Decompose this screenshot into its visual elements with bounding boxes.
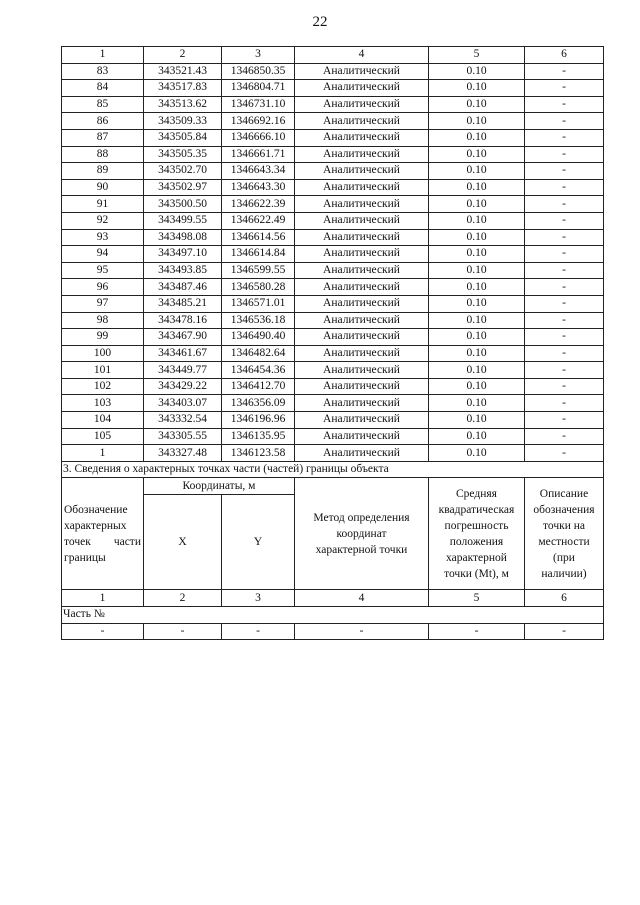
desc-cell: - [525, 163, 604, 180]
method-cell: Аналитический [295, 80, 429, 97]
section-column-number-row [62, 590, 604, 607]
coord-y: 1346622.49 [222, 212, 295, 229]
coord-y: 1346643.34 [222, 163, 295, 180]
column-number: 2 [144, 590, 222, 607]
coord-y: 1346666.10 [222, 129, 295, 146]
method-cell: Аналитический [295, 262, 429, 279]
table-row [62, 196, 604, 213]
method-cell: Аналитический [295, 246, 429, 263]
method-cell: Аналитический [295, 345, 429, 362]
coord-y: 1346614.84 [222, 246, 295, 263]
point-number: 99 [62, 329, 144, 346]
mt-cell: 0.10 [429, 229, 525, 246]
header-x: X [144, 495, 222, 590]
coord-x: 343449.77 [144, 362, 222, 379]
coord-y: 1346804.71 [222, 80, 295, 97]
point-number: 84 [62, 80, 144, 97]
mt-cell: 0.10 [429, 378, 525, 395]
coord-x: 343487.46 [144, 279, 222, 296]
table-row [62, 146, 604, 163]
desc-cell: - [525, 96, 604, 113]
coord-y: 1346536.18 [222, 312, 295, 329]
column-number: 3 [222, 590, 295, 607]
point-number: 104 [62, 412, 144, 429]
table-row [62, 378, 604, 395]
mt-cell: 0.10 [429, 80, 525, 97]
coord-y: 1346196.96 [222, 412, 295, 429]
table-row [62, 395, 604, 412]
empty-cell: - [525, 623, 604, 640]
desc-cell: - [525, 113, 604, 130]
table-row [62, 113, 604, 130]
mt-cell: 0.10 [429, 196, 525, 213]
table-row [62, 262, 604, 279]
mt-cell: 0.10 [429, 129, 525, 146]
table-row [62, 129, 604, 146]
column-number: 6 [525, 47, 604, 64]
point-number: 100 [62, 345, 144, 362]
header-mean-error: Средняя квадратическая погрешность положения характерной точки (Mt), м [429, 478, 525, 590]
point-number: 1 [62, 445, 144, 462]
point-number: 90 [62, 179, 144, 196]
desc-cell: - [525, 63, 604, 80]
point-number: 94 [62, 246, 144, 263]
mt-cell: 0.10 [429, 312, 525, 329]
coord-x: 343461.67 [144, 345, 222, 362]
coord-x: 343493.85 [144, 262, 222, 279]
method-cell: Аналитический [295, 229, 429, 246]
page-number: 22 [312, 14, 328, 30]
coord-y: 1346599.55 [222, 262, 295, 279]
mt-cell: 0.10 [429, 295, 525, 312]
mt-cell: 0.10 [429, 412, 525, 429]
coord-x: 343517.83 [144, 80, 222, 97]
column-number-row [62, 47, 604, 64]
mt-cell: 0.10 [429, 96, 525, 113]
table-row [62, 80, 604, 97]
mt-cell: 0.10 [429, 445, 525, 462]
point-number: 87 [62, 129, 144, 146]
coord-x: 343502.97 [144, 179, 222, 196]
mt-cell: 0.10 [429, 262, 525, 279]
column-number: 1 [62, 47, 144, 64]
part-label-row [62, 607, 604, 624]
point-number: 83 [62, 63, 144, 80]
coord-y: 1346123.58 [222, 445, 295, 462]
method-cell: Аналитический [295, 295, 429, 312]
table-row [62, 63, 604, 80]
coord-y: 1346490.40 [222, 329, 295, 346]
mt-cell: 0.10 [429, 246, 525, 263]
table-row [62, 312, 604, 329]
coord-y: 1346412.70 [222, 378, 295, 395]
coord-x: 343505.35 [144, 146, 222, 163]
point-number: 88 [62, 146, 144, 163]
point-number: 103 [62, 395, 144, 412]
desc-cell: - [525, 229, 604, 246]
point-number: 105 [62, 428, 144, 445]
coord-y: 1346482.64 [222, 345, 295, 362]
column-number: 5 [429, 590, 525, 607]
table-row [62, 229, 604, 246]
method-cell: Аналитический [295, 113, 429, 130]
desc-cell: - [525, 395, 604, 412]
method-cell: Аналитический [295, 329, 429, 346]
method-cell: Аналитический [295, 146, 429, 163]
coord-y: 1346850.35 [222, 63, 295, 80]
desc-cell: - [525, 279, 604, 296]
method-cell: Аналитический [295, 445, 429, 462]
method-cell: Аналитический [295, 412, 429, 429]
table-row [62, 179, 604, 196]
desc-cell: - [525, 212, 604, 229]
coord-y: 1346135.95 [222, 428, 295, 445]
point-number: 98 [62, 312, 144, 329]
section-title-row [62, 461, 604, 478]
mt-cell: 0.10 [429, 179, 525, 196]
header-point-designation: Обозначение характерных точек части границы [62, 478, 144, 590]
coord-x: 343505.84 [144, 129, 222, 146]
coord-y: 1346571.01 [222, 295, 295, 312]
empty-data-row [62, 623, 604, 640]
desc-cell: - [525, 412, 604, 429]
method-cell: Аналитический [295, 395, 429, 412]
coord-y: 1346643.30 [222, 179, 295, 196]
coord-y: 1346622.39 [222, 196, 295, 213]
empty-cell: - [429, 623, 525, 640]
table-row [62, 246, 604, 263]
point-number: 102 [62, 378, 144, 395]
desc-cell: - [525, 179, 604, 196]
point-number: 86 [62, 113, 144, 130]
mt-cell: 0.10 [429, 146, 525, 163]
empty-cell: - [144, 623, 222, 640]
coord-x: 343305.55 [144, 428, 222, 445]
mt-cell: 0.10 [429, 113, 525, 130]
method-cell: Аналитический [295, 196, 429, 213]
method-cell: Аналитический [295, 179, 429, 196]
desc-cell: - [525, 129, 604, 146]
coord-x: 343485.21 [144, 295, 222, 312]
mt-cell: 0.10 [429, 163, 525, 180]
table-row [62, 163, 604, 180]
desc-cell: - [525, 445, 604, 462]
desc-cell: - [525, 196, 604, 213]
point-number: 92 [62, 212, 144, 229]
table-row [62, 96, 604, 113]
desc-cell: - [525, 262, 604, 279]
desc-cell: - [525, 362, 604, 379]
empty-cell: - [222, 623, 295, 640]
coord-x: 343509.33 [144, 113, 222, 130]
table-row [62, 445, 604, 462]
desc-cell: - [525, 312, 604, 329]
mt-cell: 0.10 [429, 212, 525, 229]
desc-cell: - [525, 246, 604, 263]
table-row [62, 428, 604, 445]
coord-y: 1346356.09 [222, 395, 295, 412]
column-number: 4 [295, 47, 429, 64]
point-number: 89 [62, 163, 144, 180]
header-coordinates: Координаты, м [144, 478, 295, 495]
coord-x: 343499.55 [144, 212, 222, 229]
desc-cell: - [525, 295, 604, 312]
method-cell: Аналитический [295, 212, 429, 229]
empty-cell: - [62, 623, 144, 640]
table-row [62, 345, 604, 362]
coord-x: 343429.22 [144, 378, 222, 395]
point-number: 101 [62, 362, 144, 379]
header-y: Y [222, 495, 295, 590]
column-number: 4 [295, 590, 429, 607]
table-row [62, 412, 604, 429]
coord-x: 343513.62 [144, 96, 222, 113]
coord-x: 343327.48 [144, 445, 222, 462]
point-number: 93 [62, 229, 144, 246]
mt-cell: 0.10 [429, 345, 525, 362]
coord-x: 343500.50 [144, 196, 222, 213]
coord-y: 1346580.28 [222, 279, 295, 296]
desc-cell: - [525, 428, 604, 445]
mt-cell: 0.10 [429, 329, 525, 346]
method-cell: Аналитический [295, 96, 429, 113]
column-number: 1 [62, 590, 144, 607]
coord-x: 343478.16 [144, 312, 222, 329]
point-number: 96 [62, 279, 144, 296]
table-row [62, 329, 604, 346]
desc-cell: - [525, 146, 604, 163]
mt-cell: 0.10 [429, 428, 525, 445]
coord-x: 343332.54 [144, 412, 222, 429]
empty-cell: - [295, 623, 429, 640]
coord-y: 1346614.56 [222, 229, 295, 246]
column-number: 6 [525, 590, 604, 607]
point-number: 91 [62, 196, 144, 213]
header-method: Метод определения координат характерной точки [295, 478, 429, 590]
coord-y: 1346731.10 [222, 96, 295, 113]
coord-x: 343498.08 [144, 229, 222, 246]
point-number: 85 [62, 96, 144, 113]
method-cell: Аналитический [295, 163, 429, 180]
mt-cell: 0.10 [429, 395, 525, 412]
table-row [62, 212, 604, 229]
column-number: 5 [429, 47, 525, 64]
table-row [62, 279, 604, 296]
coord-y: 1346661.71 [222, 146, 295, 163]
coord-x: 343521.43 [144, 63, 222, 80]
header-description: Описание обозначения точки на местности (при наличии) [525, 478, 604, 590]
coord-x: 343502.70 [144, 163, 222, 180]
coord-y: 1346692.16 [222, 113, 295, 130]
method-cell: Аналитический [295, 312, 429, 329]
part-label: Часть № [62, 607, 604, 624]
coord-x: 343403.07 [144, 395, 222, 412]
desc-cell: - [525, 80, 604, 97]
column-number: 2 [144, 47, 222, 64]
method-cell: Аналитический [295, 63, 429, 80]
mt-cell: 0.10 [429, 279, 525, 296]
desc-cell: - [525, 378, 604, 395]
desc-cell: - [525, 345, 604, 362]
coord-x: 343497.10 [144, 246, 222, 263]
table-row [62, 362, 604, 379]
point-number: 97 [62, 295, 144, 312]
desc-cell: - [525, 329, 604, 346]
section-title: 3. Сведения о характерных точках части (частей) границы объекта [62, 461, 604, 478]
section-header-row [62, 478, 604, 495]
mt-cell: 0.10 [429, 63, 525, 80]
column-number: 3 [222, 47, 295, 64]
method-cell: Аналитический [295, 362, 429, 379]
method-cell: Аналитический [295, 428, 429, 445]
point-number: 95 [62, 262, 144, 279]
mt-cell: 0.10 [429, 362, 525, 379]
coord-x: 343467.90 [144, 329, 222, 346]
method-cell: Аналитический [295, 378, 429, 395]
coordinates-table [61, 46, 604, 640]
method-cell: Аналитический [295, 279, 429, 296]
method-cell: Аналитический [295, 129, 429, 146]
coord-y: 1346454.36 [222, 362, 295, 379]
table-row [62, 295, 604, 312]
